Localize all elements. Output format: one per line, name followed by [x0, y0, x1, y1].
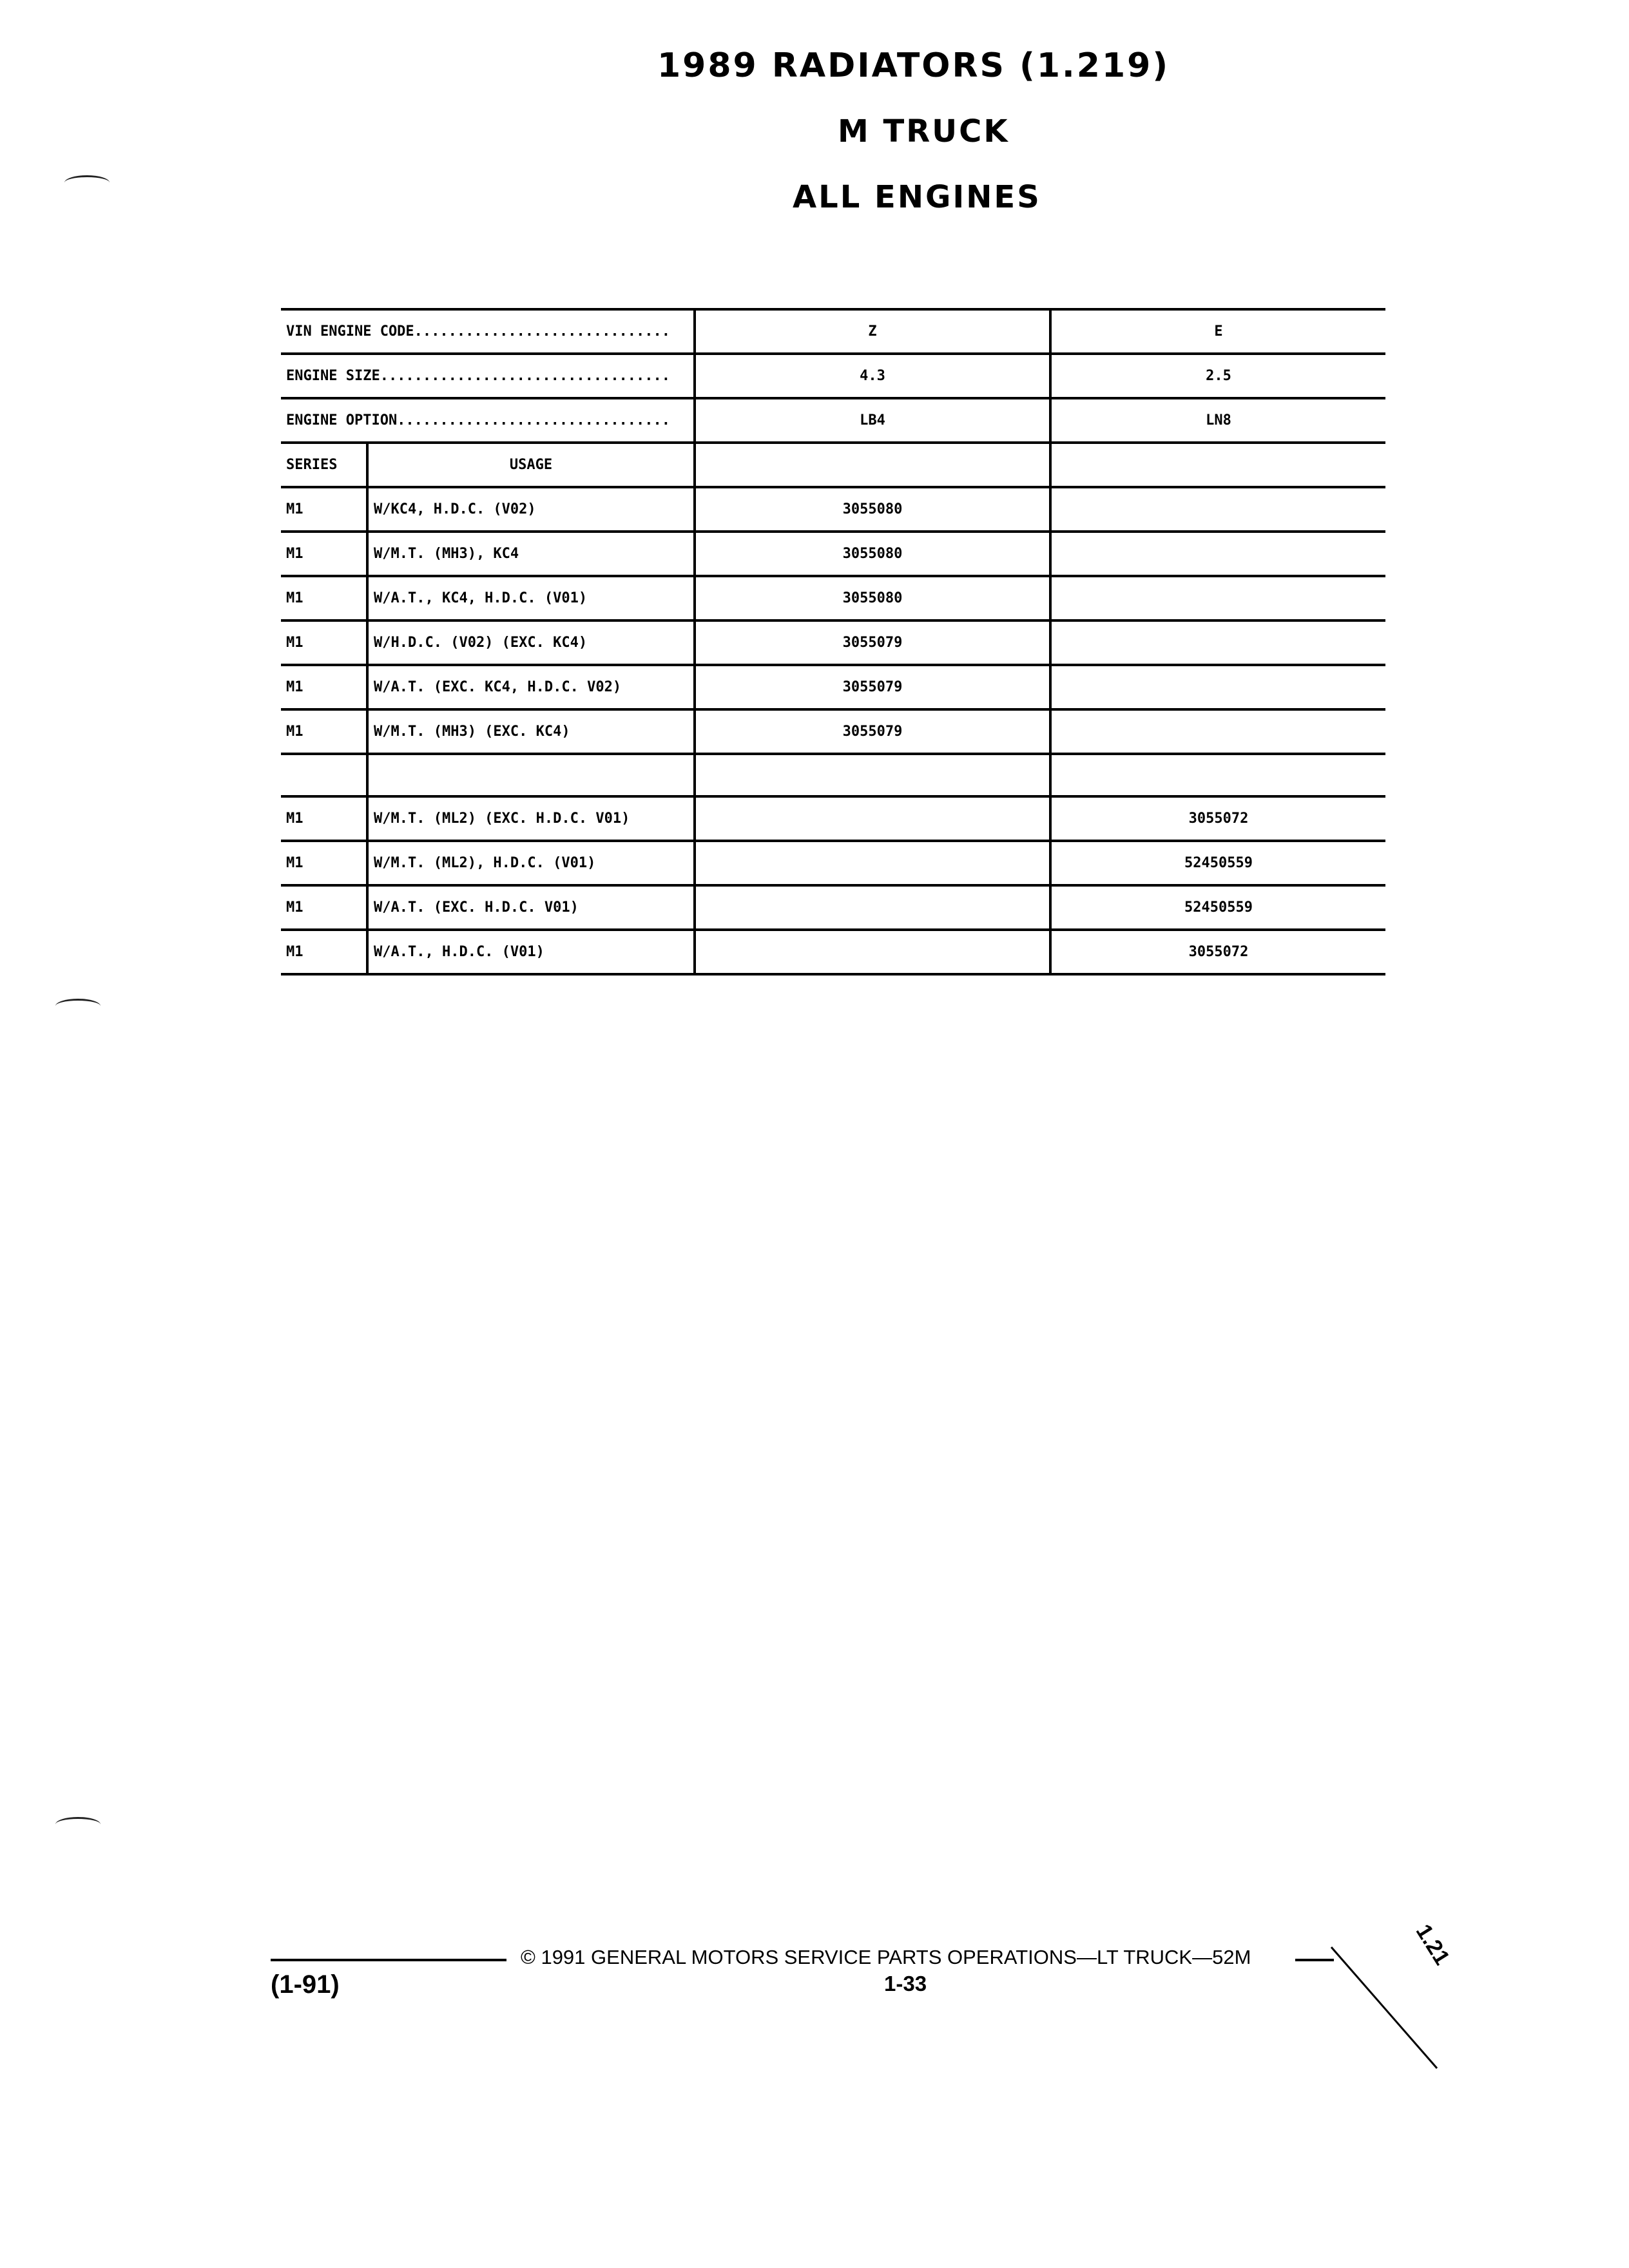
part-number-col1: 3055079 [695, 665, 1050, 709]
part-number-col1 [695, 885, 1050, 930]
spec-row [281, 309, 1385, 354]
table-row [281, 754, 1385, 796]
header-blank-col2 [1050, 443, 1385, 487]
series-header: SERIES [281, 443, 367, 487]
spec-label: ENGINE SIZE.................................. [281, 354, 695, 398]
table-row [281, 930, 1385, 974]
page-scope: ALL ENGINES [793, 179, 1041, 215]
series-cell: M1 [281, 620, 367, 665]
usage-cell: W/M.T. (MH3) (EXC. KC4) [367, 709, 695, 754]
part-number-col2 [1050, 576, 1385, 620]
part-number-col2 [1050, 532, 1385, 576]
spec-value-col1: 4.3 [695, 354, 1050, 398]
spec-value-col2: LN8 [1050, 398, 1385, 443]
usage-cell: W/A.T., KC4, H.D.C. (V01) [367, 576, 695, 620]
part-number-col2: 3055072 [1050, 930, 1385, 974]
table-row [281, 532, 1385, 576]
page-title: 1989 RADIATORS (1.219) [657, 46, 1170, 85]
series-cell: M1 [281, 796, 367, 841]
footer-rule-left [271, 1959, 506, 1961]
usage-cell: W/A.T. (EXC. H.D.C. V01) [367, 885, 695, 930]
spec-row [281, 398, 1385, 443]
part-number-col2 [1050, 487, 1385, 532]
usage-cell: W/M.T. (ML2), H.D.C. (V01) [367, 841, 695, 885]
series-cell: M1 [281, 841, 367, 885]
binder-hole-mark-middle [55, 999, 101, 1014]
usage-cell: W/A.T. (EXC. KC4, H.D.C. V02) [367, 665, 695, 709]
part-number-col1: 3055080 [695, 576, 1050, 620]
part-number-col2: 52450559 [1050, 885, 1385, 930]
part-number-col2 [1050, 754, 1385, 796]
table-row [281, 576, 1385, 620]
page-code: (1-91) [271, 1970, 340, 1999]
series-cell: M1 [281, 665, 367, 709]
spec-label: ENGINE OPTION................................ [281, 398, 695, 443]
radiators-table [281, 308, 1385, 975]
table-row [281, 885, 1385, 930]
binder-hole-mark-bottom [55, 1817, 101, 1832]
part-number-col1: 3055080 [695, 487, 1050, 532]
page-subtitle: M TRUCK [838, 113, 1010, 149]
part-number-col1: 3055079 [695, 709, 1050, 754]
spec-value-col1: Z [695, 309, 1050, 354]
copyright-line: © 1991 GENERAL MOTORS SERVICE PARTS OPERATIONS—LT TRUCK—52M [521, 1946, 1251, 1968]
table-row [281, 841, 1385, 885]
table-row [281, 665, 1385, 709]
part-number-col2 [1050, 620, 1385, 665]
spec-value-col1: LB4 [695, 398, 1050, 443]
series-cell: M1 [281, 532, 367, 576]
page-stamp: 1.21 [1411, 1920, 1455, 1970]
series-cell: M1 [281, 885, 367, 930]
usage-cell: W/A.T., H.D.C. (V01) [367, 930, 695, 974]
table-row [281, 709, 1385, 754]
series-cell: M1 [281, 487, 367, 532]
header-blank-col1 [695, 443, 1050, 487]
usage-cell: W/KC4, H.D.C. (V02) [367, 487, 695, 532]
spec-value-col2: 2.5 [1050, 354, 1385, 398]
column-header-row [281, 443, 1385, 487]
part-number-col1 [695, 841, 1050, 885]
table-row [281, 620, 1385, 665]
part-number-col1 [695, 930, 1050, 974]
usage-cell: W/M.T. (MH3), KC4 [367, 532, 695, 576]
series-cell: M1 [281, 576, 367, 620]
usage-cell: W/H.D.C. (V02) (EXC. KC4) [367, 620, 695, 665]
series-cell: M1 [281, 930, 367, 974]
part-number-col1: 3055080 [695, 532, 1050, 576]
part-number-col2: 3055072 [1050, 796, 1385, 841]
series-cell [281, 754, 367, 796]
radiators-table-body [281, 309, 1385, 974]
part-number-col2 [1050, 665, 1385, 709]
part-number-col1 [695, 796, 1050, 841]
usage-cell: W/M.T. (ML2) (EXC. H.D.C. V01) [367, 796, 695, 841]
part-number-col1 [695, 754, 1050, 796]
spec-value-col2: E [1050, 309, 1385, 354]
binder-hole-mark-top [64, 175, 110, 190]
spec-label: VIN ENGINE CODE.............................. [281, 309, 695, 354]
page-number: 1-33 [884, 1972, 927, 1995]
table-row [281, 796, 1385, 841]
part-number-col2: 52450559 [1050, 841, 1385, 885]
table-row [281, 487, 1385, 532]
series-cell: M1 [281, 709, 367, 754]
part-number-col1: 3055079 [695, 620, 1050, 665]
corner-slash-mark [1308, 1933, 1450, 2081]
usage-header: USAGE [367, 443, 695, 487]
usage-cell [367, 754, 695, 796]
part-number-col2 [1050, 709, 1385, 754]
spec-row [281, 354, 1385, 398]
